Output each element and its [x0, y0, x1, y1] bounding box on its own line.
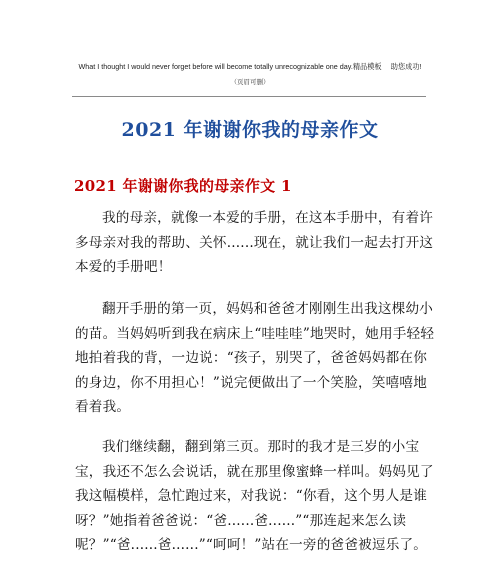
header-divider	[72, 96, 426, 97]
paragraph-2: 翻开手册的第一页，妈妈和爸爸才刚刚生出我这棵幼小的苗。当妈妈听到我在病床上“哇哇哇”地哭时，她用手轻轻地拍着我的背，一边说：“孩子，别哭了，爸爸妈妈都在你的身边，你不用担心！”说完便做出了一个笑脸，笑嘻嘻地看着我。	[75, 301, 435, 416]
header-note: （页眉可删）	[230, 78, 270, 86]
document-title: 2021 年谢谢你我的母亲作文	[121, 119, 379, 141]
page-header	[0, 62, 500, 86]
header-motto: What I thought I would never forget before will become totally unrecognizable one day.精品模板 助您成功!	[78, 62, 422, 71]
section-title: 2021 年谢谢你我的母亲作文 1	[74, 177, 292, 195]
paragraph-3: 我们继续翻，翻到第三页。那时的我才是三岁的小宝宝，我还不怎么会说话，就在那里像蜜蜂一样叫。妈妈见了我这幅模样，急忙跑过来，对我说：“你看，这个男人是谁呀？”她指着爸爸说：“爸......爸......”“那连起来怎么读呢？”“爸......爸......”“呵呵！”站在一旁的爸爸被逗乐了。	[75, 439, 434, 554]
paragraph-1: 我的母亲，就像一本爱的手册，在这本手册中，有着许多母亲对我的帮助、关怀......现在，就让我们一起去打开这本爱的手册吧！	[75, 210, 434, 276]
